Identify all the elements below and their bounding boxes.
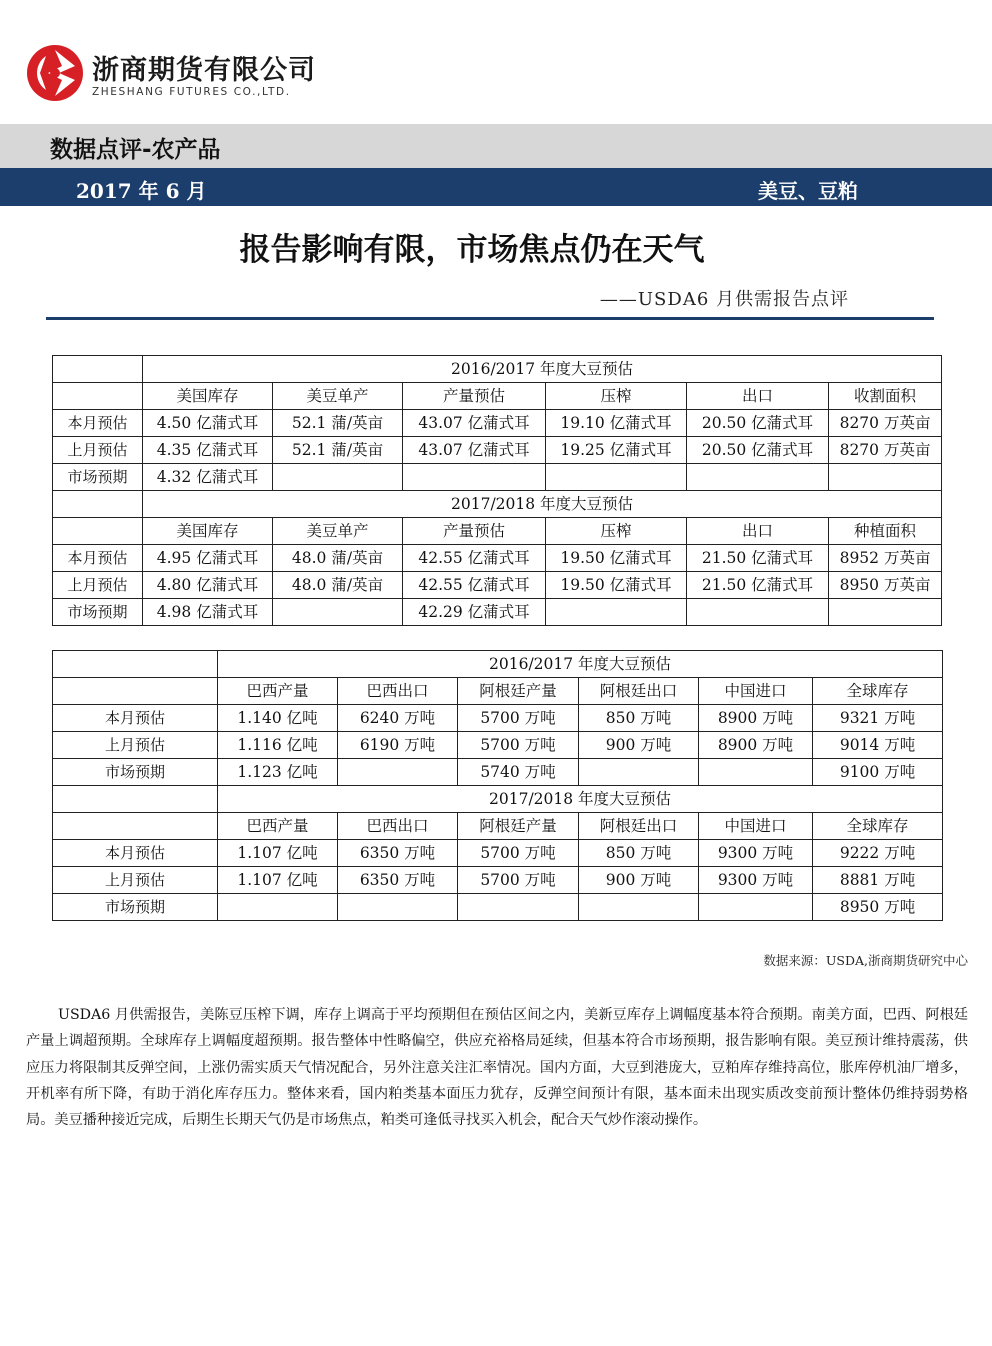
table-cell <box>458 894 579 921</box>
table-cell: 1.107 亿吨 <box>218 840 338 867</box>
column-header: 全球库存 <box>813 813 943 840</box>
section-caption-row <box>53 491 942 518</box>
zheshang-logo-icon <box>26 44 84 102</box>
table-cell: 5700 万吨 <box>458 705 579 732</box>
table-cell: 8881 万吨 <box>813 867 943 894</box>
table-cell <box>338 894 458 921</box>
column-header: 美豆单产 <box>273 383 403 410</box>
report-subtitle: ——USDA6 月供需报告点评 <box>599 289 849 310</box>
table-cell <box>579 759 699 786</box>
table-body <box>53 356 942 626</box>
table-cell: 4.32 亿蒲式耳 <box>143 464 273 491</box>
row-label: 市场预期 <box>53 599 143 626</box>
south-america-global-estimates-table <box>52 650 943 921</box>
table-cell: 1.140 亿吨 <box>218 705 338 732</box>
column-header: 出口 <box>687 518 829 545</box>
column-header-row <box>53 678 943 705</box>
table-cell: 52.1 蒲/英亩 <box>273 410 403 437</box>
us-soybean-estimates-table <box>52 355 942 626</box>
table-row <box>53 572 942 599</box>
table-cell-empty <box>53 678 218 705</box>
column-header: 美豆单产 <box>273 518 403 545</box>
column-header: 产量预估 <box>403 383 546 410</box>
table-cell: 8952 万英亩 <box>829 545 942 572</box>
table-row <box>53 545 942 572</box>
table-cell: 19.50 亿蒲式耳 <box>546 572 687 599</box>
table-cell <box>338 759 458 786</box>
table-cell <box>829 599 942 626</box>
table-row <box>53 867 943 894</box>
column-header: 全球库存 <box>813 678 943 705</box>
row-label: 本月预估 <box>53 705 218 732</box>
data-source-note: 数据来源：USDA,浙商期货研究中心 <box>763 953 968 968</box>
column-header-row <box>53 518 942 545</box>
column-header: 压榨 <box>546 383 687 410</box>
table-cell <box>687 464 829 491</box>
table-cell: 48.0 蒲/英亩 <box>273 545 403 572</box>
table-row <box>53 840 943 867</box>
table-cell <box>687 599 829 626</box>
section-caption-row <box>53 786 943 813</box>
table-cell: 1.123 亿吨 <box>218 759 338 786</box>
table-cell: 9300 万吨 <box>699 867 813 894</box>
table-cell: 8270 万英亩 <box>829 410 942 437</box>
section-caption-row <box>53 356 942 383</box>
table-cell: 43.07 亿蒲式耳 <box>403 437 546 464</box>
table-cell-empty <box>53 491 143 518</box>
column-header: 产量预估 <box>403 518 546 545</box>
table-cell: 4.80 亿蒲式耳 <box>143 572 273 599</box>
column-header: 巴西产量 <box>218 678 338 705</box>
table-cell: 1.116 亿吨 <box>218 732 338 759</box>
table-cell: 43.07 亿蒲式耳 <box>403 410 546 437</box>
company-name-cn: 浙商期货有限公司 <box>92 55 316 86</box>
table-cell: 4.35 亿蒲式耳 <box>143 437 273 464</box>
column-header: 巴西产量 <box>218 813 338 840</box>
section-caption: 2016/2017 年度大豆预估 <box>218 651 943 678</box>
column-header-row <box>53 813 943 840</box>
table-cell <box>273 464 403 491</box>
table-cell: 4.50 亿蒲式耳 <box>143 410 273 437</box>
table-row <box>53 759 943 786</box>
table-body <box>53 651 943 921</box>
title-divider <box>46 317 934 320</box>
table-cell: 6350 万吨 <box>338 867 458 894</box>
table-row <box>53 410 942 437</box>
column-header: 阿根廷出口 <box>579 678 699 705</box>
report-date: 2017 年 6 月 <box>76 179 207 203</box>
table-cell: 19.50 亿蒲式耳 <box>546 545 687 572</box>
row-label: 本月预估 <box>53 410 143 437</box>
table-cell: 5700 万吨 <box>458 732 579 759</box>
table-cell: 52.1 蒲/英亩 <box>273 437 403 464</box>
column-header: 种植面积 <box>829 518 942 545</box>
table-cell: 42.29 亿蒲式耳 <box>403 599 546 626</box>
table-cell-empty <box>53 651 218 678</box>
table-cell: 900 万吨 <box>579 867 699 894</box>
column-header: 压榨 <box>546 518 687 545</box>
table-cell <box>546 464 687 491</box>
row-label: 本月预估 <box>53 545 143 572</box>
table-row <box>53 732 943 759</box>
table-cell: 8900 万吨 <box>699 732 813 759</box>
column-header: 中国进口 <box>699 813 813 840</box>
table-cell: 4.95 亿蒲式耳 <box>143 545 273 572</box>
table-cell: 6190 万吨 <box>338 732 458 759</box>
section-caption: 2017/2018 年度大豆预估 <box>218 786 943 813</box>
table-cell: 900 万吨 <box>579 732 699 759</box>
table-cell <box>546 599 687 626</box>
table-cell <box>273 599 403 626</box>
table-row <box>53 894 943 921</box>
column-header: 阿根廷出口 <box>579 813 699 840</box>
row-label: 市场预期 <box>53 759 218 786</box>
table-cell: 8900 万吨 <box>699 705 813 732</box>
table-cell: 9014 万吨 <box>813 732 943 759</box>
table-cell-empty <box>53 356 143 383</box>
table-cell: 9300 万吨 <box>699 840 813 867</box>
section-caption-row <box>53 651 943 678</box>
table-cell: 9222 万吨 <box>813 840 943 867</box>
table-cell: 48.0 蒲/英亩 <box>273 572 403 599</box>
table-cell: 8950 万英亩 <box>829 572 942 599</box>
row-label: 本月预估 <box>53 840 218 867</box>
table-cell: 9100 万吨 <box>813 759 943 786</box>
table-cell: 8270 万英亩 <box>829 437 942 464</box>
table-cell <box>699 759 813 786</box>
table-cell: 19.10 亿蒲式耳 <box>546 410 687 437</box>
column-header: 巴西出口 <box>338 678 458 705</box>
row-label: 市场预期 <box>53 894 218 921</box>
table-cell-empty <box>53 383 143 410</box>
table-cell-empty <box>53 518 143 545</box>
table-cell: 850 万吨 <box>579 705 699 732</box>
table-cell <box>829 464 942 491</box>
table-cell: 5740 万吨 <box>458 759 579 786</box>
column-header: 中国进口 <box>699 678 813 705</box>
table-row <box>53 705 943 732</box>
table-cell: 4.98 亿蒲式耳 <box>143 599 273 626</box>
commentary-paragraph: USDA6 月供需报告，美陈豆压榨下调，库存上调高于平均预期但在预估区间之内，美新豆库存上调幅度基本符合预期。南美方面，巴西、阿根廷产量上调超预期。全球库存上调幅度超预期。报告整体中性略偏空，供应充裕格局延续，但基本符合市场预期，报告影响有限。美豆预计维持震荡，供应压力将限制其反弹空间，上涨仍需实质天气情况配合，另外注意关注汇率情况。国内方面，大豆到港庞大，豆粕库存维持高位，胀库停机油厂增多，开机率有所下降，有助于消化库存压力。整体来看，国内粕类基本面压力犹存，反弹空间预计有限，基本面未出现实质改变前预计整体仍维持弱势格局。美豆播种接近完成，后期生长期天气仍是市场焦点，粕类可逢低寻找买入机会，配合天气炒作滚动操作。 <box>26 1007 968 1129</box>
table-row <box>53 437 942 464</box>
table-cell-empty <box>53 813 218 840</box>
report-title: 报告影响有限，市场焦点仍在天气 <box>239 232 705 268</box>
table-cell: 6350 万吨 <box>338 840 458 867</box>
table-cell: 850 万吨 <box>579 840 699 867</box>
column-header: 美国库存 <box>143 383 273 410</box>
table-cell: 21.50 亿蒲式耳 <box>687 572 829 599</box>
table-cell: 5700 万吨 <box>458 840 579 867</box>
table-cell: 20.50 亿蒲式耳 <box>687 410 829 437</box>
row-label: 上月预估 <box>53 437 143 464</box>
row-label: 上月预估 <box>53 572 143 599</box>
table-cell-empty <box>53 786 218 813</box>
section-caption: 2017/2018 年度大豆预估 <box>143 491 942 518</box>
table-cell: 5700 万吨 <box>458 867 579 894</box>
table-cell <box>579 894 699 921</box>
row-label: 上月预估 <box>53 867 218 894</box>
table-cell <box>403 464 546 491</box>
row-label: 上月预估 <box>53 732 218 759</box>
column-header: 出口 <box>687 383 829 410</box>
report-type: 数据点评-农产品 <box>50 137 221 163</box>
table-cell: 8950 万吨 <box>813 894 943 921</box>
column-header: 收割面积 <box>829 383 942 410</box>
table-cell: 1.107 亿吨 <box>218 867 338 894</box>
report-subject: 美豆、豆粕 <box>758 179 858 203</box>
table-cell: 6240 万吨 <box>338 705 458 732</box>
table-cell <box>218 894 338 921</box>
table-cell: 9321 万吨 <box>813 705 943 732</box>
column-header: 阿根廷产量 <box>458 678 579 705</box>
table-cell: 20.50 亿蒲式耳 <box>687 437 829 464</box>
row-label: 市场预期 <box>53 464 143 491</box>
table-cell: 42.55 亿蒲式耳 <box>403 545 546 572</box>
column-header: 美国库存 <box>143 518 273 545</box>
company-name-en: ZHESHANG FUTURES CO.,LTD. <box>92 86 291 98</box>
column-header: 阿根廷产量 <box>458 813 579 840</box>
table-row <box>53 464 942 491</box>
table-row <box>53 599 942 626</box>
table-cell <box>699 894 813 921</box>
table-cell: 19.25 亿蒲式耳 <box>546 437 687 464</box>
column-header-row <box>53 383 942 410</box>
section-caption: 2016/2017 年度大豆预估 <box>143 356 942 383</box>
column-header: 巴西出口 <box>338 813 458 840</box>
table-cell: 21.50 亿蒲式耳 <box>687 545 829 572</box>
table-cell: 42.55 亿蒲式耳 <box>403 572 546 599</box>
